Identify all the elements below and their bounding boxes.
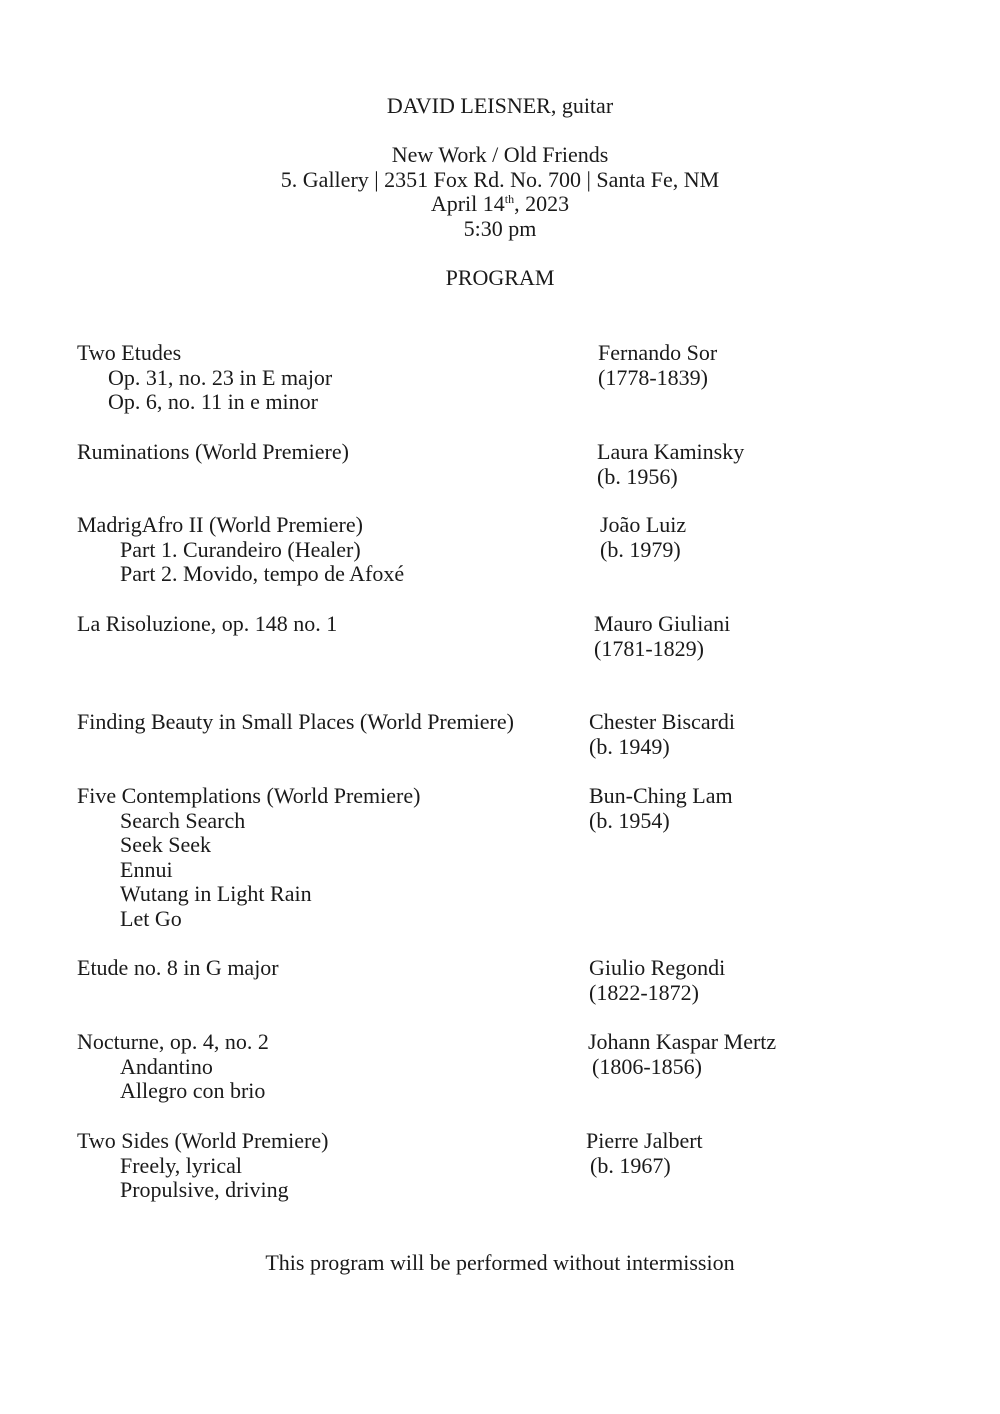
date <box>0 192 1000 217</box>
composer-block <box>600 513 860 562</box>
composer-block <box>594 612 854 661</box>
composer-dates: (1822-1872) <box>589 979 699 1005</box>
date-year: , 2023 <box>514 191 570 217</box>
composer-name: Chester Biscardi <box>589 709 736 734</box>
date-suffix: th <box>504 192 515 207</box>
program-item <box>77 612 577 637</box>
composer-dates: (b. 1967) <box>590 1152 671 1178</box>
composer-dates: (b. 1954) <box>589 807 670 833</box>
piece-movement: Search Search <box>120 807 246 833</box>
time: 5:30 pm <box>463 215 537 241</box>
program-item <box>77 440 577 465</box>
piece-title: Finding Beauty in Small Places (World Premiere) <box>77 709 514 734</box>
piece-movement: Ennui <box>120 856 173 882</box>
program-item <box>77 513 577 587</box>
intermission-note <box>0 1251 1000 1276</box>
piece-movement: Freely, lyrical <box>120 1152 242 1178</box>
piece-title: Ruminations (World Premiere) <box>77 439 349 464</box>
piece-title: Nocturne, op. 4, no. 2 <box>77 1029 269 1054</box>
piece-title: MadrigAfro II (World Premiere) <box>77 512 363 537</box>
venue: 5. Gallery | 2351 Fox Rd. No. 700 | Santa Fe, NM <box>280 166 720 192</box>
piece-movement: Seek Seek <box>120 832 212 858</box>
composer-name: João Luiz <box>600 512 687 537</box>
program-item <box>77 1129 577 1203</box>
piece-title: La Risoluzione, op. 148 no. 1 <box>77 611 338 636</box>
program-title: New Work / Old Friends <box>391 142 609 167</box>
performer: DAVID LEISNER, guitar <box>386 93 614 118</box>
composer-block <box>598 341 858 390</box>
piece-title: Five Contemplations (World Premiere) <box>77 783 421 808</box>
piece-movement: Wutang in Light Rain <box>120 881 312 907</box>
composer-dates: (1806-1856) <box>592 1053 702 1079</box>
program-item <box>77 1030 577 1104</box>
piece-movement: Op. 6, no. 11 in e minor <box>108 389 318 415</box>
intermission-note-text: This program will be performed without intermission <box>265 1250 735 1275</box>
composer-name: Pierre Jalbert <box>586 1128 703 1153</box>
program-item <box>77 710 577 735</box>
date-prefix: April 14 <box>430 191 505 217</box>
piece-title: Two Etudes <box>77 340 182 365</box>
program-item <box>77 341 577 415</box>
composer-name: Giulio Regondi <box>589 955 726 980</box>
composer-block <box>586 1129 846 1178</box>
performer-line <box>0 94 1000 119</box>
composer-name: Fernando Sor <box>598 340 718 365</box>
composer-dates: (b. 1979) <box>600 536 681 562</box>
composer-block <box>589 956 849 1005</box>
composer-name: Bun-Ching Lam <box>589 783 733 808</box>
piece-movement: Part 1. Curandeiro (Healer) <box>120 536 361 562</box>
piece-movement: Let Go <box>120 905 182 931</box>
composer-block <box>589 710 849 759</box>
piece-movement: Part 2. Movido, tempo de Afoxé <box>120 561 405 587</box>
composer-name: Laura Kaminsky <box>597 439 745 464</box>
composer-name: Johann Kaspar Mertz <box>588 1029 777 1054</box>
piece-movement: Op. 31, no. 23 in E major <box>108 364 333 390</box>
piece-movement: Propulsive, driving <box>120 1177 289 1203</box>
piece-movement: Allegro con brio <box>120 1078 266 1104</box>
composer-block <box>588 1030 848 1079</box>
event-details <box>0 143 1000 241</box>
composer-block <box>589 784 849 833</box>
program-heading <box>0 266 1000 291</box>
program-item <box>77 956 577 981</box>
composer-name: Mauro Giuliani <box>594 611 731 636</box>
piece-title: Two Sides (World Premiere) <box>77 1128 329 1153</box>
program-item <box>77 784 577 932</box>
composer-dates: (b. 1956) <box>597 463 678 489</box>
piece-movement: Andantino <box>120 1053 213 1079</box>
composer-dates: (1778-1839) <box>598 364 708 390</box>
composer-block <box>597 440 857 489</box>
piece-title: Etude no. 8 in G major <box>77 955 279 980</box>
composer-dates: (1781-1829) <box>594 635 704 661</box>
composer-dates: (b. 1949) <box>589 733 670 759</box>
program-heading-text: PROGRAM <box>445 265 555 290</box>
